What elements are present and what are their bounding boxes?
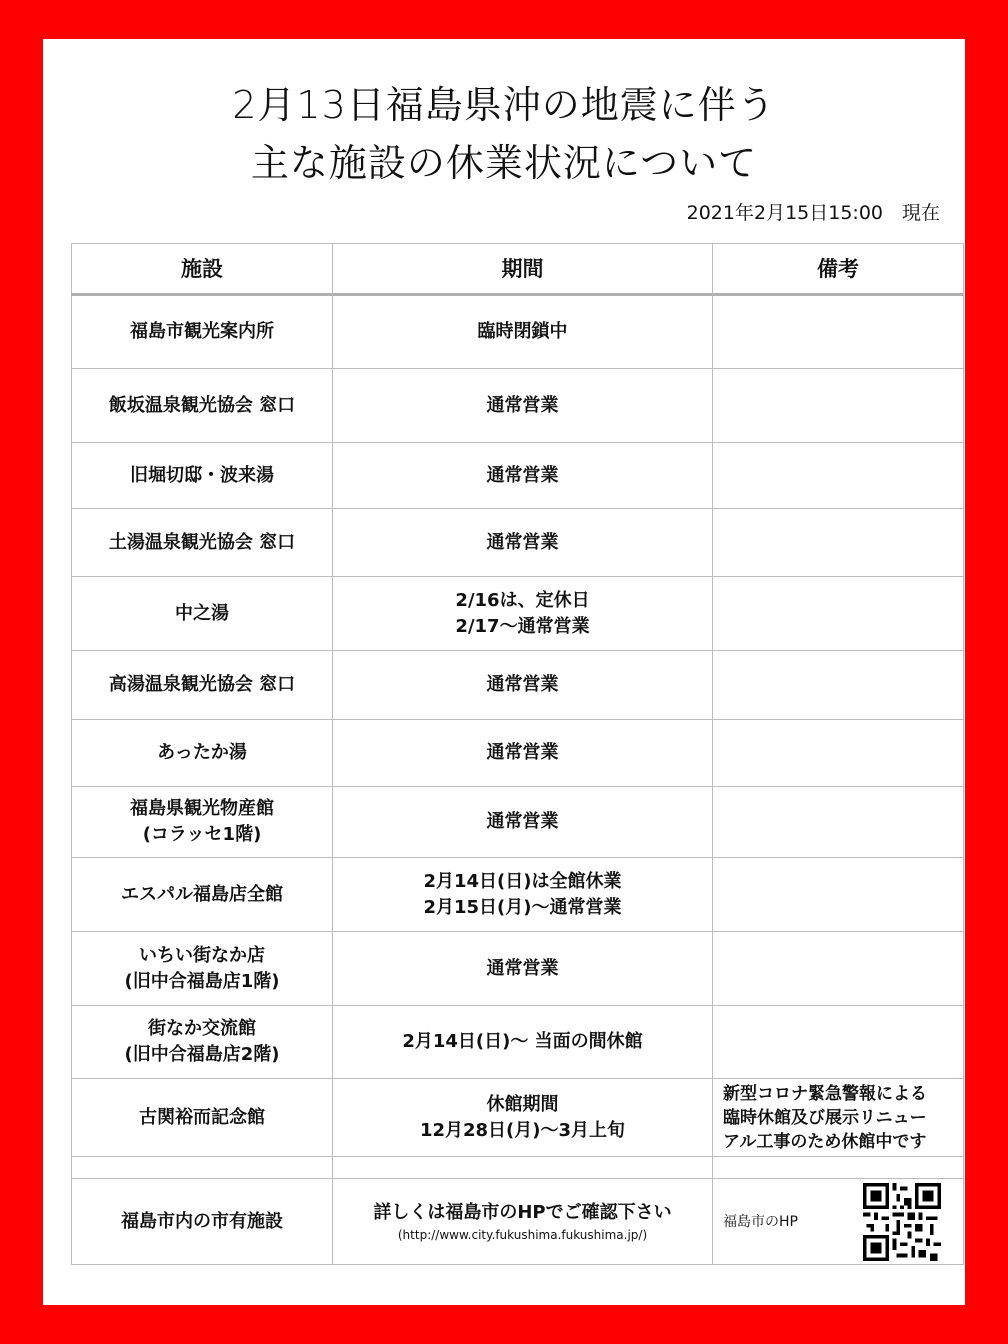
period-cell: 通常営業: [333, 509, 713, 577]
table-row: [72, 1006, 964, 1079]
facility-cell: 中之湯: [72, 577, 333, 651]
empty-cell: [713, 1157, 964, 1179]
period-cell: 通常営業: [333, 369, 713, 443]
table-row: [72, 295, 964, 369]
table-row: [72, 932, 964, 1006]
empty-cell: [333, 1157, 713, 1179]
hp-label: 福島市のHP: [723, 1213, 798, 1230]
period-cell: 2月14日(日)は全館休業 2月15日(月)～通常営業: [333, 858, 713, 932]
table-row: [72, 858, 964, 932]
facility-status-table: [71, 243, 964, 1265]
facility-cell: 福島市内の市有施設: [72, 1179, 333, 1265]
facility-cell: 高湯温泉観光協会 窓口: [72, 651, 333, 720]
facility-cell: 古関裕而記念館: [72, 1079, 333, 1157]
period-cell: 臨時閉鎖中: [333, 295, 713, 369]
period-cell: 通常営業: [333, 787, 713, 858]
note-cell: [713, 443, 964, 509]
note-cell: [713, 295, 964, 369]
note-cell: [713, 1006, 964, 1079]
note-cell: [713, 720, 964, 787]
page-title-line-2: 主な施設の休業状況について: [250, 141, 758, 185]
period-cell: [333, 1179, 713, 1265]
note-cell: [713, 858, 964, 932]
period-cell: 2/16は、定休日 2/17～通常営業: [333, 577, 713, 651]
table-row-city-facilities: [72, 1179, 964, 1265]
note-cell: [713, 787, 964, 858]
facility-cell: 福島県観光物産館 (コラッセ1階): [72, 787, 333, 858]
facility-cell: 土湯温泉観光協会 窓口: [72, 509, 333, 577]
table-spacer-row: [72, 1157, 964, 1179]
as-of-timestamp: 2021年2月15日15:00 現在: [686, 202, 940, 224]
facility-cell: エスパル福島店全館: [72, 858, 333, 932]
period-cell: 2月14日(日)～ 当面の間休館: [333, 1006, 713, 1079]
table-row: [72, 509, 964, 577]
note-cell: [713, 369, 964, 443]
facility-cell: あったか湯: [72, 720, 333, 787]
note-cell: [713, 577, 964, 651]
page-title-line-1: 2月13日福島県沖の地震に伴う: [232, 83, 776, 127]
table-row: [72, 369, 964, 443]
header-facility: 施設: [72, 244, 333, 295]
table-row: [72, 651, 964, 720]
city-url-link[interactable]: (http://www.city.fukushima.fukushima.jp/): [397, 1227, 648, 1242]
period-cell: 休館期間 12月28日(月)～3月上旬: [333, 1079, 713, 1157]
note-cell: [713, 1179, 964, 1265]
note-cell: [713, 651, 964, 720]
period-cell: 通常営業: [333, 651, 713, 720]
table-header-row: [72, 244, 964, 295]
note-cell: 新型コロナ緊急警報による 臨時休館及び展示リニュー アル工事のため休館中です: [713, 1079, 964, 1157]
note-cell: [713, 932, 964, 1006]
period-cell: 通常営業: [333, 720, 713, 787]
facility-cell: 旧堀切邸・波来湯: [72, 443, 333, 509]
note-cell: [713, 509, 964, 577]
facility-cell: 飯坂温泉観光協会 窓口: [72, 369, 333, 443]
header-notes: 備考: [713, 244, 964, 295]
table-row: [72, 577, 964, 651]
facility-cell: 街なか交流館 (旧中合福島店2階): [72, 1006, 333, 1079]
header-period: 期間: [333, 244, 713, 295]
table-row: [72, 1079, 964, 1157]
period-cell: 通常営業: [333, 443, 713, 509]
hp-instruction: 詳しくは福島市のHPでご確認下さい: [373, 1201, 672, 1223]
table-row: [72, 720, 964, 787]
table-row: [72, 443, 964, 509]
facility-cell: いちい街なか店 (旧中合福島店1階): [72, 932, 333, 1006]
table-row: [72, 787, 964, 858]
period-cell: 通常営業: [333, 932, 713, 1006]
facility-cell: 福島市観光案内所: [72, 295, 333, 369]
qr-code-icon[interactable]: [863, 1183, 941, 1261]
empty-cell: [72, 1157, 333, 1179]
